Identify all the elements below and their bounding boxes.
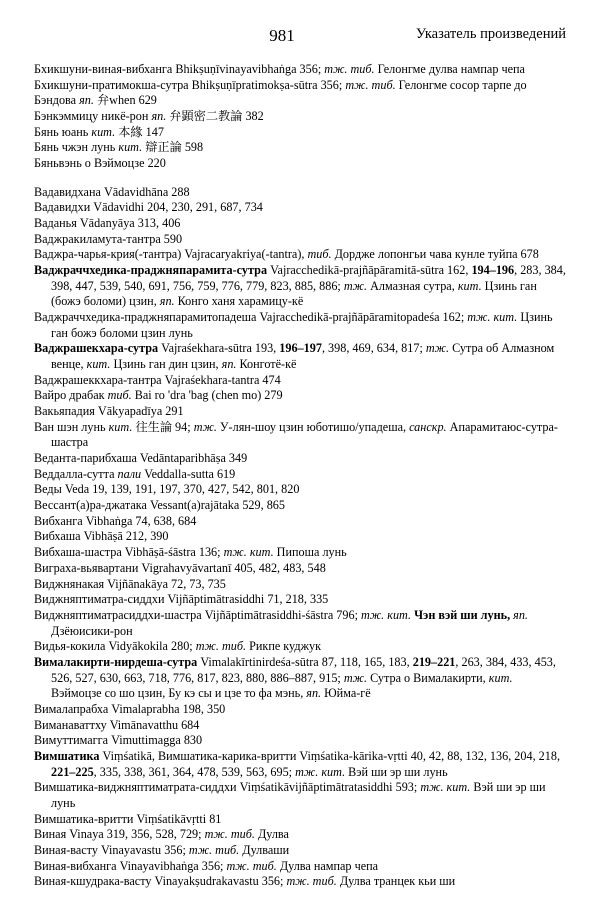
index-entry: Вибханга Vibhaṅga 74, 638, 684 bbox=[34, 513, 197, 528]
index-entry: Виджняптиматрасиддхи-шастра Vijñāptimātrasiddhi-śāstra 796; тж. кит. Чэн вэй ши лунь, яп. Дзёюисики-рон bbox=[34, 607, 528, 638]
index-entry: Вессант(а)ра-джатака Vessant(a)rajātaka 529, 865 bbox=[34, 498, 285, 513]
index-entry: Видья-кокила Vidyākokila 280; тж. тиб. Рикпе куджук bbox=[34, 639, 322, 654]
index-entry: Ваданья Vādanyāya 313, 406 bbox=[34, 216, 181, 231]
index-entry: Виманаваттху Vimānavatthu 684 bbox=[34, 717, 200, 732]
index-entry: Вайро драбак тиб. Bai ro 'dra 'bag (chen mo) 279 bbox=[34, 388, 283, 403]
index-entry: Веддалла-сутта пали Veddalla-sutta 619 bbox=[34, 466, 236, 481]
index-entry: Виграха-вьявартани Vigrahavyāvartanī 405, 482, 483, 548 bbox=[34, 560, 326, 575]
index-entry: Виджняптиматра-сиддхи Vijñāptimātrasiddhi 71, 218, 335 bbox=[34, 592, 329, 607]
index-entry: Ваджракиламута-тантра 590 bbox=[34, 231, 183, 246]
index-entry: Ваджрашеккхара-тантра Vajraśekhara-tantra 474 bbox=[34, 372, 281, 387]
index-entry: Веданта-парибхаша Vedāntaparibhāṣa 349 bbox=[34, 451, 248, 466]
index-entry-list bbox=[34, 62, 566, 890]
index-entry: Бяньвэнь о Вэймоцзе 220 bbox=[34, 156, 166, 171]
index-entry: Бэндова яп. 弁when 629 bbox=[34, 93, 157, 108]
index-entry: Виная-вибханга Vinayavibhaṅga 356; тж. тиб. Дулва нампар чепа bbox=[34, 858, 379, 873]
index-entry: Бхикшуни-виная-вибханга Bhikṣuṇīvinayavibhaṅga 356; тж. тиб. Гелонгме дулва нампар чепа bbox=[34, 62, 525, 76]
index-entry: Вимшатика-вритти Viṃśatikāvṛtti 81 bbox=[34, 811, 222, 826]
index-entry: Виная-васту Vinayavastu 356; тж. тиб. Дулваши bbox=[34, 842, 290, 857]
index-entry: Вимшатика-виджняптиматрата-сиддхи Viṃśatikāvijñāptimātratasiddhi 593; тж. кит. Вэй ши эр ши лунь bbox=[34, 780, 546, 810]
index-entry: Вибхаша Vibhāṣā 212, 390 bbox=[34, 529, 169, 544]
index-entry: Ван шэн лунь кит. 往生論 94; тж. У-лян-шоу цзин юботишо/упадеша, санскр. Апарамитаюс-сутра-шастра bbox=[34, 419, 558, 450]
index-entry: Бэнкэммицу никё-рон яп. 弁顕密二教論 382 bbox=[34, 109, 264, 124]
index-entry: Веды Veda 19, 139, 191, 197, 370, 427, 542, 801, 820 bbox=[34, 482, 300, 497]
page-number: 981 bbox=[269, 26, 295, 45]
index-entry: Вимуттимагга Vimuttimagga 830 bbox=[34, 733, 203, 748]
index-entry: Ваджраччхедика-праджняпарамитопадеша Vajracchedikā-prajñāpāramitopadeśa 162; тж. кит. Цзинь ган божэ боломи цзин лунь bbox=[34, 310, 553, 340]
index-entry: Виная-кшудрака-васту Vinayakṣudrakavastu 356; тж. тиб. Дулва транцек кьи ши bbox=[34, 874, 456, 889]
index-entry: Бянь чжэн лунь кит. 辯正論 598 bbox=[34, 140, 204, 155]
index-entry: Ваджрашекхара-сутра Vajraśekhara-sūtra 193, 196–197, 398, 469, 634, 817; тж. Сутра об Алмазном венце, кит. Цзинь ган дин цзин, яп. Конготё-кё bbox=[34, 341, 555, 372]
index-entry: Виджнянакая Vijñānakāya 72, 73, 735 bbox=[34, 576, 226, 591]
index-entry: Вималапрабха Vimalaprabha 198, 350 bbox=[34, 701, 226, 716]
index-entry: Вималакирти-нирдеша-сутра Vimalakīrtinirdeśa-sūtra 87, 118, 165, 183, 219–221, 263, 384, 433, 453, 526, 527, 630, 663, 718, 776, 817, 823, 880, 886–887, 915; тж. Сутра о Вималакирти, кит. Вэймоцзе со шо цзин, Бу кэ сы и цзе то фа мэнь, яп. Юйма-гё bbox=[34, 654, 556, 701]
index-entry: Вакьяпадия Vākyapadīya 291 bbox=[34, 404, 184, 419]
entry-separator bbox=[34, 172, 566, 185]
page-header bbox=[34, 26, 566, 46]
index-entry: Ваджра-чарья-крия(-тантра) Vajracaryakriya(-tantra), тиб. Дордже лопонгьи чава кунле туйпа 678 bbox=[34, 247, 539, 262]
index-entry: Виная Vinaya 319, 356, 528, 729; тж. тиб. Дулва bbox=[34, 827, 289, 842]
index-entry: Бянь юань кит. 本緣 147 bbox=[34, 124, 164, 139]
index-entry: Вибхаша-шастра Vibhāṣā-śāstra 136; тж. кит. Пипоша лунь bbox=[34, 545, 347, 560]
index-entry: Вимшатика Viṃśatikā, Вимшатика-карика-вритти Viṃśatika-kārika-vṛtti 40, 42, 88, 132, 136, 204, 218, 221–225, 335, 338, 361, 364, 478, 539, 563, 695; тж. кит. Вэй ши эр ши лунь bbox=[34, 748, 561, 779]
index-entry: Бхикшуни-пратимокша-сутра Bhikṣuṇīpratimokṣa-sūtra 356; тж. тиб. Гелонгме сосор тарпе до bbox=[34, 77, 527, 92]
running-head-title: Указатель произведений bbox=[415, 26, 566, 42]
index-entry: Вадавидхана Vādavidhāna 288 bbox=[34, 184, 190, 199]
index-entry: Вадавидхи Vādavidhi 204, 230, 291, 687, 734 bbox=[34, 200, 263, 215]
index-entry: Ваджраччхедика-праджняпарамита-сутра Vajracchedikā-prajñāpāramitā-sūtra 162, 194–196, 283, 384, 398, 447, 539, 540, 691, 756, 759, 776, 779, 823, 885, 886; тж. Алмазная сутра, кит. Цзинь ган (божэ боломи) цзин, яп. Конго ханя харамицу-кё bbox=[34, 263, 566, 309]
